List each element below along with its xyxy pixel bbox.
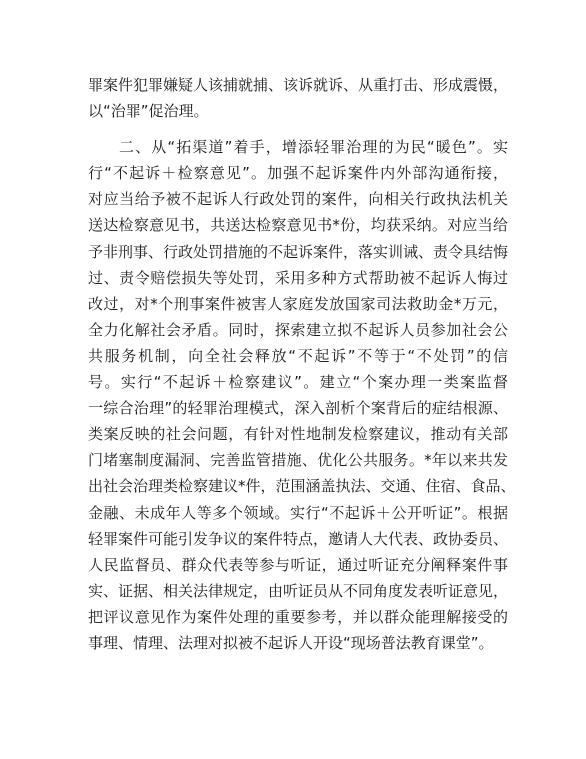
text-line: 罪案件犯罪嫌疑人该捕就捕、该诉就诉、从重打击、形成震慑， xyxy=(88,76,509,94)
text-line: 过、责令赔偿损失等处罚，采用多种方式帮助被不起诉人悔过 xyxy=(88,268,508,287)
text-line: 把评议意见作为案件处理的重要参考，并以群众能理解接受的 xyxy=(88,607,508,626)
paragraph-2 xyxy=(88,134,516,656)
text-line: 类案反映的社会问题，有针对性地制发检察建议，推动有关部 xyxy=(88,425,508,444)
text-line: 门堵塞制度漏洞、完善监管措施、优化公共服务。*年以来共发 xyxy=(88,451,508,470)
text-line: 送达检察意见书，共送达检察意见书*份，均获采纳。对应当给 xyxy=(88,216,508,235)
text-line: 共服务机制，向全社会释放“不起诉”不等于“不处罚”的信 xyxy=(88,346,508,365)
text-line: 改过，对*个刑事案件被害人家庭发放国家司法救助金*万元， xyxy=(88,294,508,313)
text-line: 对应当给予被不起诉人行政处罚的案件，向相关行政执法机关 xyxy=(88,190,508,209)
text-line: 轻罪案件可能引发争议的案件特点，邀请人大代表、政协委员、 xyxy=(88,529,509,548)
text-line: 金融、未成年人等多个领域。实行“不起诉＋公开听证”。根据 xyxy=(88,503,508,522)
text-line: 行“不起诉＋检察意见”。加强不起诉案件内外部沟通衔接， xyxy=(88,164,508,183)
text-line: 一综合治理”的轻罪治理模式，深入剖析个案背后的症结根源、 xyxy=(88,399,508,418)
paragraph-1 xyxy=(88,72,508,124)
text-line: 予非刑事、行政处罚措施的不起诉案件，落实训诫、责令具结悔 xyxy=(88,242,509,261)
text-line: 人民监督员、群众代表等参与听证，通过听证充分阐释案件事 xyxy=(88,555,508,574)
text-line: 事理、情理、法理对拟被不起诉人开设“现场普法教育课堂”。 xyxy=(88,633,494,652)
text-line: 二、从“拓渠道”着手，增添轻罪治理的为民“暖色”。实 xyxy=(119,138,508,157)
text-line: 出社会治理类检察建议*件，范围涵盖执法、交通、住宿、食品、 xyxy=(88,477,516,496)
document-body xyxy=(88,72,516,656)
text-line: 全力化解社会矛盾。同时，探索建立拟不起诉人员参加社会公 xyxy=(88,320,508,339)
text-line: 实、证据、相关法律规定，由听证员从不同角度发表听证意见， xyxy=(88,581,509,600)
text-line: 以“治罪”促治理。 xyxy=(88,102,209,121)
text-line: 号。实行“不起诉＋检察建议”。建立“个案办理一类案监督 xyxy=(88,373,508,392)
